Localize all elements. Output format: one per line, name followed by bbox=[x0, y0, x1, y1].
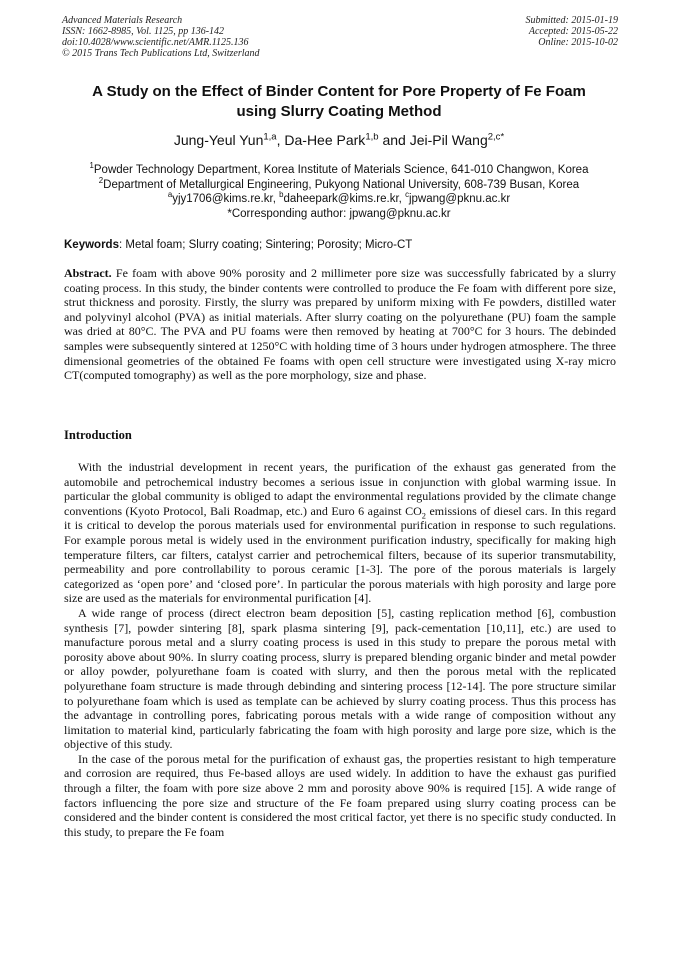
online-date: Online: 2015-10-02 bbox=[538, 37, 618, 48]
abstract-text: Fe foam with above 90% porosity and 2 millimeter pore size was successfully fabricated by a slurry coating process. In this study, the binder contents were controlled to produce the Fe foam with different pore size, strut thickness and porosity. Firstly, the slurry was prepared by uniform mixing with Fe powders, distilled water and polyvinyl alcohol (PVA) as initial materials. After slurry coating on the polyurethane (PU) foam the sample was dried at 80°C. The PVA and PU foams were then removed by heating at 700°C for 3 hours. The debinded samples were subsequently sintered at 1250°C with holding time of 3 hours under hydrogen atmosphere. The three dimensional geometries of the obtained Fe foams with open cell structure were investigated using X-ray micro CT(computed tomography) as well as the pore morphology, size and phase. bbox=[64, 266, 616, 383]
affiliations bbox=[30, 163, 648, 221]
introduction-heading: Introduction bbox=[64, 428, 132, 442]
keywords-text: : Metal foam; Slurry coating; Sintering; Porosity; Micro-CT bbox=[118, 239, 413, 251]
submitted-date: Submitted: 2015-01-19 bbox=[525, 15, 618, 26]
intro-p1-part-a: With the industrial development in recent years, the purification of the exhaust gas generated from the automobile and petrochemical industry becomes a serious issue in conjunction with global warming issue. In particular the global community is obliged to adapt the environmental regulations provided by the climate change conventions (Kyoto Protocol, Bali Roadmap, etc.) and Euro 6 against CO bbox=[64, 460, 616, 518]
author-3-affil: 2,c* bbox=[487, 131, 505, 143]
email-a[interactable]: yjy1706@kims.re.kr, bbox=[172, 193, 276, 205]
corresponding-author: *Corresponding author: jpwang@pknu.ac.kr bbox=[227, 207, 451, 220]
journal-name: Advanced Materials Research bbox=[62, 15, 183, 26]
intro-p1-part-b: emissions of diesel cars. In this regard it is critical to develop the porous materials used for environmental purification in response to such regulations. For example porous metal is widely used in the environment purification industry, specifically for making high temperature filters, car filters, catalyst carrier and petrochemical filters, because of its superior transmutability, permeability and pore controllability to porous ceramic [1-3]. The pore of the porous materials is largely categorized as ‘open pore’ and ‘closed pore’. In particular the porous materials with high porosity and large pore size are used as the materials for environmental purification [4]. bbox=[64, 503, 617, 606]
issn-line: ISSN: 1662-8985, Vol. 1125, pp 136-142 bbox=[62, 26, 225, 37]
publication-info bbox=[62, 15, 260, 59]
email-a-marker: a bbox=[167, 190, 173, 200]
abstract bbox=[64, 266, 616, 383]
email-b-marker: b bbox=[279, 190, 284, 200]
keywords-line bbox=[64, 238, 616, 253]
keywords-label: Keywords bbox=[64, 239, 119, 251]
author-3: Jei-Pil Wang bbox=[409, 132, 488, 148]
affiliation-2-number: 2 bbox=[98, 175, 104, 185]
affiliation-2-text: Department of Metallurgical Engineering, Pukyong National University, 608-739 Busan, Korea bbox=[103, 178, 580, 191]
affiliation-1-text: Powder Technology Department, Korea Institute of Materials Science, 641-010 Changwon, Korea bbox=[93, 164, 589, 176]
intro-paragraph-2: A wide range of process (direct electron beam deposition [5], casting replication method [6], combustion synthesis [7], powder sintering [8], spark plasma sintering [9], pack-cementation [10,11], etc.) are used to manufacture porous metal and a slurry coating process is used in this study to prepare the porous metal with porosity above about 90%. In slurry coating process, slurry is prepared blending organic binder and metal powder or alloy powder, polyurethane foam is coated with slurry, and then the porous metal with the replicated polyurethane foam structure is made through debinding and sintering process [12-14]. The pore structure similar to polyurethane foam which is used as template can be achieved by slurry coating process. Thus this process has the advantage in controlling pores, fabricating porous metals with a wide range of composition without any limitation to material kind, particularly fabricating the foam with high porosity and large pore size, which is the objective of this study. bbox=[64, 605, 616, 752]
author-2: Da-Hee Park bbox=[284, 132, 366, 148]
affiliation-1-number: 1 bbox=[89, 161, 94, 171]
copyright-line: © 2015 Trans Tech Publications Ltd, Switzerland bbox=[62, 48, 260, 59]
email-c[interactable]: jpwang@pknu.ac.kr bbox=[408, 193, 511, 205]
author-1-affil: 1,a bbox=[263, 131, 277, 143]
author-2-affil: 1,b bbox=[365, 131, 379, 143]
author-list: Jung-Yeul Yun$^{1,a}$, Da-Hee Park$^{1,b}$ and Jei-Pil Wang$^{2,c*}$ bbox=[173, 131, 505, 148]
submission-dates bbox=[526, 15, 619, 48]
title-line-2: using Slurry Coating Method bbox=[236, 103, 442, 120]
author-conj: and bbox=[382, 132, 406, 148]
intro-paragraph-1 bbox=[64, 460, 616, 606]
accepted-date: Accepted: 2015-05-22 bbox=[528, 26, 618, 37]
paper-title bbox=[40, 82, 638, 122]
affiliation-1 bbox=[30, 163, 648, 178]
email-c-marker: c bbox=[405, 190, 409, 200]
email-b[interactable]: daheepark@kims.re.kr, bbox=[283, 193, 402, 205]
email-line bbox=[30, 192, 648, 207]
intro-paragraph-3: In the case of the porous metal for the purification of exhaust gas, the properties resistant to high temperature and corrosion are required, thus Fe-based alloys are used widely. In addition to have the exhaust gas purified through a filter, the foam with pore size above 2 mm and porosity above 90% is required [15]. A wide range of factors influencing the pore size and structure of the Fe foam prepared using slurry coating process can be considered and the binder content is considered the most critical factor, yet there is no specific study conducted. In this study, to prepare the Fe foam bbox=[64, 751, 616, 839]
co2-subscript: 2 bbox=[421, 511, 426, 521]
introduction-body bbox=[64, 460, 616, 839]
doi-line: doi:10.4028/www.scientific.net/AMR.1125.136 bbox=[62, 37, 249, 48]
title-line-1: A Study on the Effect of Binder Content for Pore Property of Fe Foam bbox=[92, 83, 586, 100]
author-1: Jung-Yeul Yun bbox=[173, 132, 264, 148]
abstract-label: Abstract. bbox=[64, 266, 112, 280]
affiliation-2 bbox=[30, 175, 648, 193]
